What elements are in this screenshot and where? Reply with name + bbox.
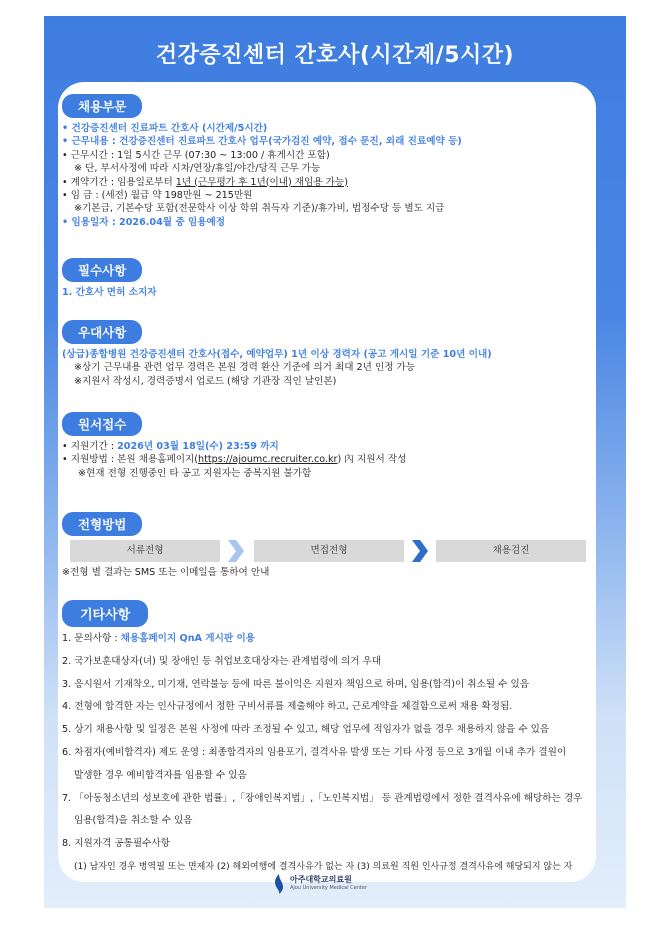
apply-body	[62, 440, 406, 480]
recruit-line: • 임용일자 : 2026.04월 중 임용예정	[62, 216, 226, 228]
etc-line: 임용(합격)을 취소할 수 있음	[74, 815, 193, 827]
logo-mark-icon	[272, 873, 286, 895]
value: 2026년 03월 18일(수) 23:59 까지	[117, 441, 279, 452]
etc-line: 3. 응시원서 기재착오, 미기재, 연락불능 등에 따른 불이익은 지원자 책임으로 하며, 임용(합격)이 취소될 수 있음	[62, 678, 529, 690]
required-line: 1. 간호사 면허 소지자	[62, 287, 157, 298]
step-interview: 면접전형	[254, 540, 404, 562]
apply-line	[62, 453, 406, 466]
section-heading: 원서접수	[62, 412, 142, 436]
value: 건강증진센터 진료파트 간호사 업무(국가검진 예약, 접수 문진, 외래 진료예약 등)	[119, 136, 462, 148]
recruit-line: • 근무시간 : 1일 5시간 근무 (07:30 ~ 13:00 / 휴게시간 포함)	[62, 149, 330, 161]
section-apply	[62, 412, 142, 436]
etc-line: (1) 남자인 경우 병역필 또는 면제자 (2) 해외여행에 결격사유가 없는 자 (3) 의료원 직원 인사규정 결격사유에 해당되지 않는 자	[74, 861, 573, 872]
apply-line	[62, 440, 406, 453]
section-preferred	[62, 320, 142, 344]
etc-line	[62, 628, 582, 651]
preferred-body	[62, 348, 492, 388]
preferred-note: ※상기 근무내용 관련 업무 경력은 본원 경력 환산 기준에 의거 최대 2년 인정 가능	[74, 362, 416, 374]
section-process	[62, 512, 142, 536]
etc-line: 5. 상기 채용사항 및 일정은 본원 사정에 따라 조정될 수 있고, 해당 업무에 적임자가 없을 경우 채용하지 않을 수 있음	[62, 724, 550, 736]
label: • 근무내용 :	[62, 136, 120, 148]
value: 채용홈페이지 QnA 게시판 이용	[120, 633, 255, 644]
section-required	[62, 258, 142, 282]
step-document: 서류전형	[70, 540, 220, 562]
recruit-line: • 임 금 : (세전) 월급 약 198만원 ~ 215만원	[62, 190, 253, 202]
section-heading: 전형방법	[62, 512, 142, 536]
step-checkup: 채용검진	[436, 540, 586, 562]
label: • 계약기간 : 임용일로부터	[62, 176, 176, 188]
chevron-right-icon	[410, 540, 428, 562]
apply-note: ※현재 전형 진행중인 타 공고 지원자는 중복지원 불가함	[78, 467, 312, 479]
recruit-line	[62, 176, 462, 189]
page-title: 건강증진센터 간호사(시간제/5시간)	[155, 43, 515, 68]
section-heading: 채용부문	[62, 94, 142, 118]
apply-link[interactable]: https://ajoumc.recruiter.co.kr	[198, 454, 338, 466]
label: • 지원방법 : 본원 채용홈페이지(	[62, 454, 199, 466]
label: • 지원기간 :	[62, 441, 118, 452]
recruit-line	[62, 135, 462, 148]
hospital-logo	[272, 873, 392, 897]
process-note-wrap	[62, 566, 269, 579]
recruit-note: ※기본급, 기본수당 포함(전문학사 이상 학위 취득자 기준)/휴가비, 법정수당 등 별도 지급	[74, 203, 445, 215]
etc-line: 7. 「아동청소년의 성보호에 관한 법률」,「장애인복지법」,「노인복지법」 등 관계법령에서 정한 결격사유에 해당하는 경우	[62, 792, 583, 804]
preferred-note: ※지원서 작성시, 경력증명서 업로드 (해당 기관장 직인 날인본)	[74, 375, 337, 387]
section-heading: 필수사항	[62, 258, 142, 282]
logo-name: 아주대학교의료원	[290, 875, 352, 884]
value: 1년 (근무평가 후 1년(이내) 재임용 가능)	[175, 176, 348, 188]
label: 1. 문의사항 :	[62, 633, 121, 644]
etc-line: 2. 국가보훈대상자(녀) 및 장애인 등 취업보호대상자는 관계법령에 의거 우대	[62, 655, 382, 667]
etc-body	[62, 628, 582, 879]
section-heading: 우대사항	[62, 320, 142, 344]
label: ) 內 지원서 작성	[337, 454, 407, 466]
section-etc	[62, 600, 148, 627]
recruit-note: ※ 단, 부서사정에 따라 시차/연장/휴일/야간/당직 근무 가능	[74, 163, 321, 175]
preferred-line: (상급)종합병원 건강증진센터 간호사(접수, 예약업무) 1년 이상 경력자 (공고 게시일 기준 10년 이내)	[62, 349, 492, 360]
process-steps	[70, 540, 590, 562]
required-body	[62, 286, 156, 299]
section-recruit	[62, 94, 142, 118]
chevron-right-icon	[226, 540, 244, 562]
etc-line: 8. 지원자격 공통필수사항	[62, 838, 170, 850]
recruit-body	[62, 122, 462, 229]
etc-line: 4. 전형에 합격한 자는 인사규정에서 정한 구비서류를 제출해야 하고, 근로계약을 체결함으로써 채용 확정됨.	[62, 701, 513, 713]
recruit-line: • 건강증진센터 진료파트 간호사 (시간제/5시간)	[62, 123, 268, 134]
etc-line: 6. 차점자(예비합격자) 제도 운영 : 최종합격자의 임용포기, 결격사유 발생 또는 기타 사정 등으로 3개월 이내 추가 결원이	[62, 746, 567, 758]
logo-subtitle: Ajou University Medical Center	[290, 885, 368, 891]
etc-line: 발생한 경우 예비합격자를 임용할 수 있음	[74, 769, 247, 781]
section-heading: 기타사항	[62, 600, 148, 627]
process-note: ※전형 별 결과는 SMS 또는 이메일을 통하여 안내	[62, 567, 270, 578]
